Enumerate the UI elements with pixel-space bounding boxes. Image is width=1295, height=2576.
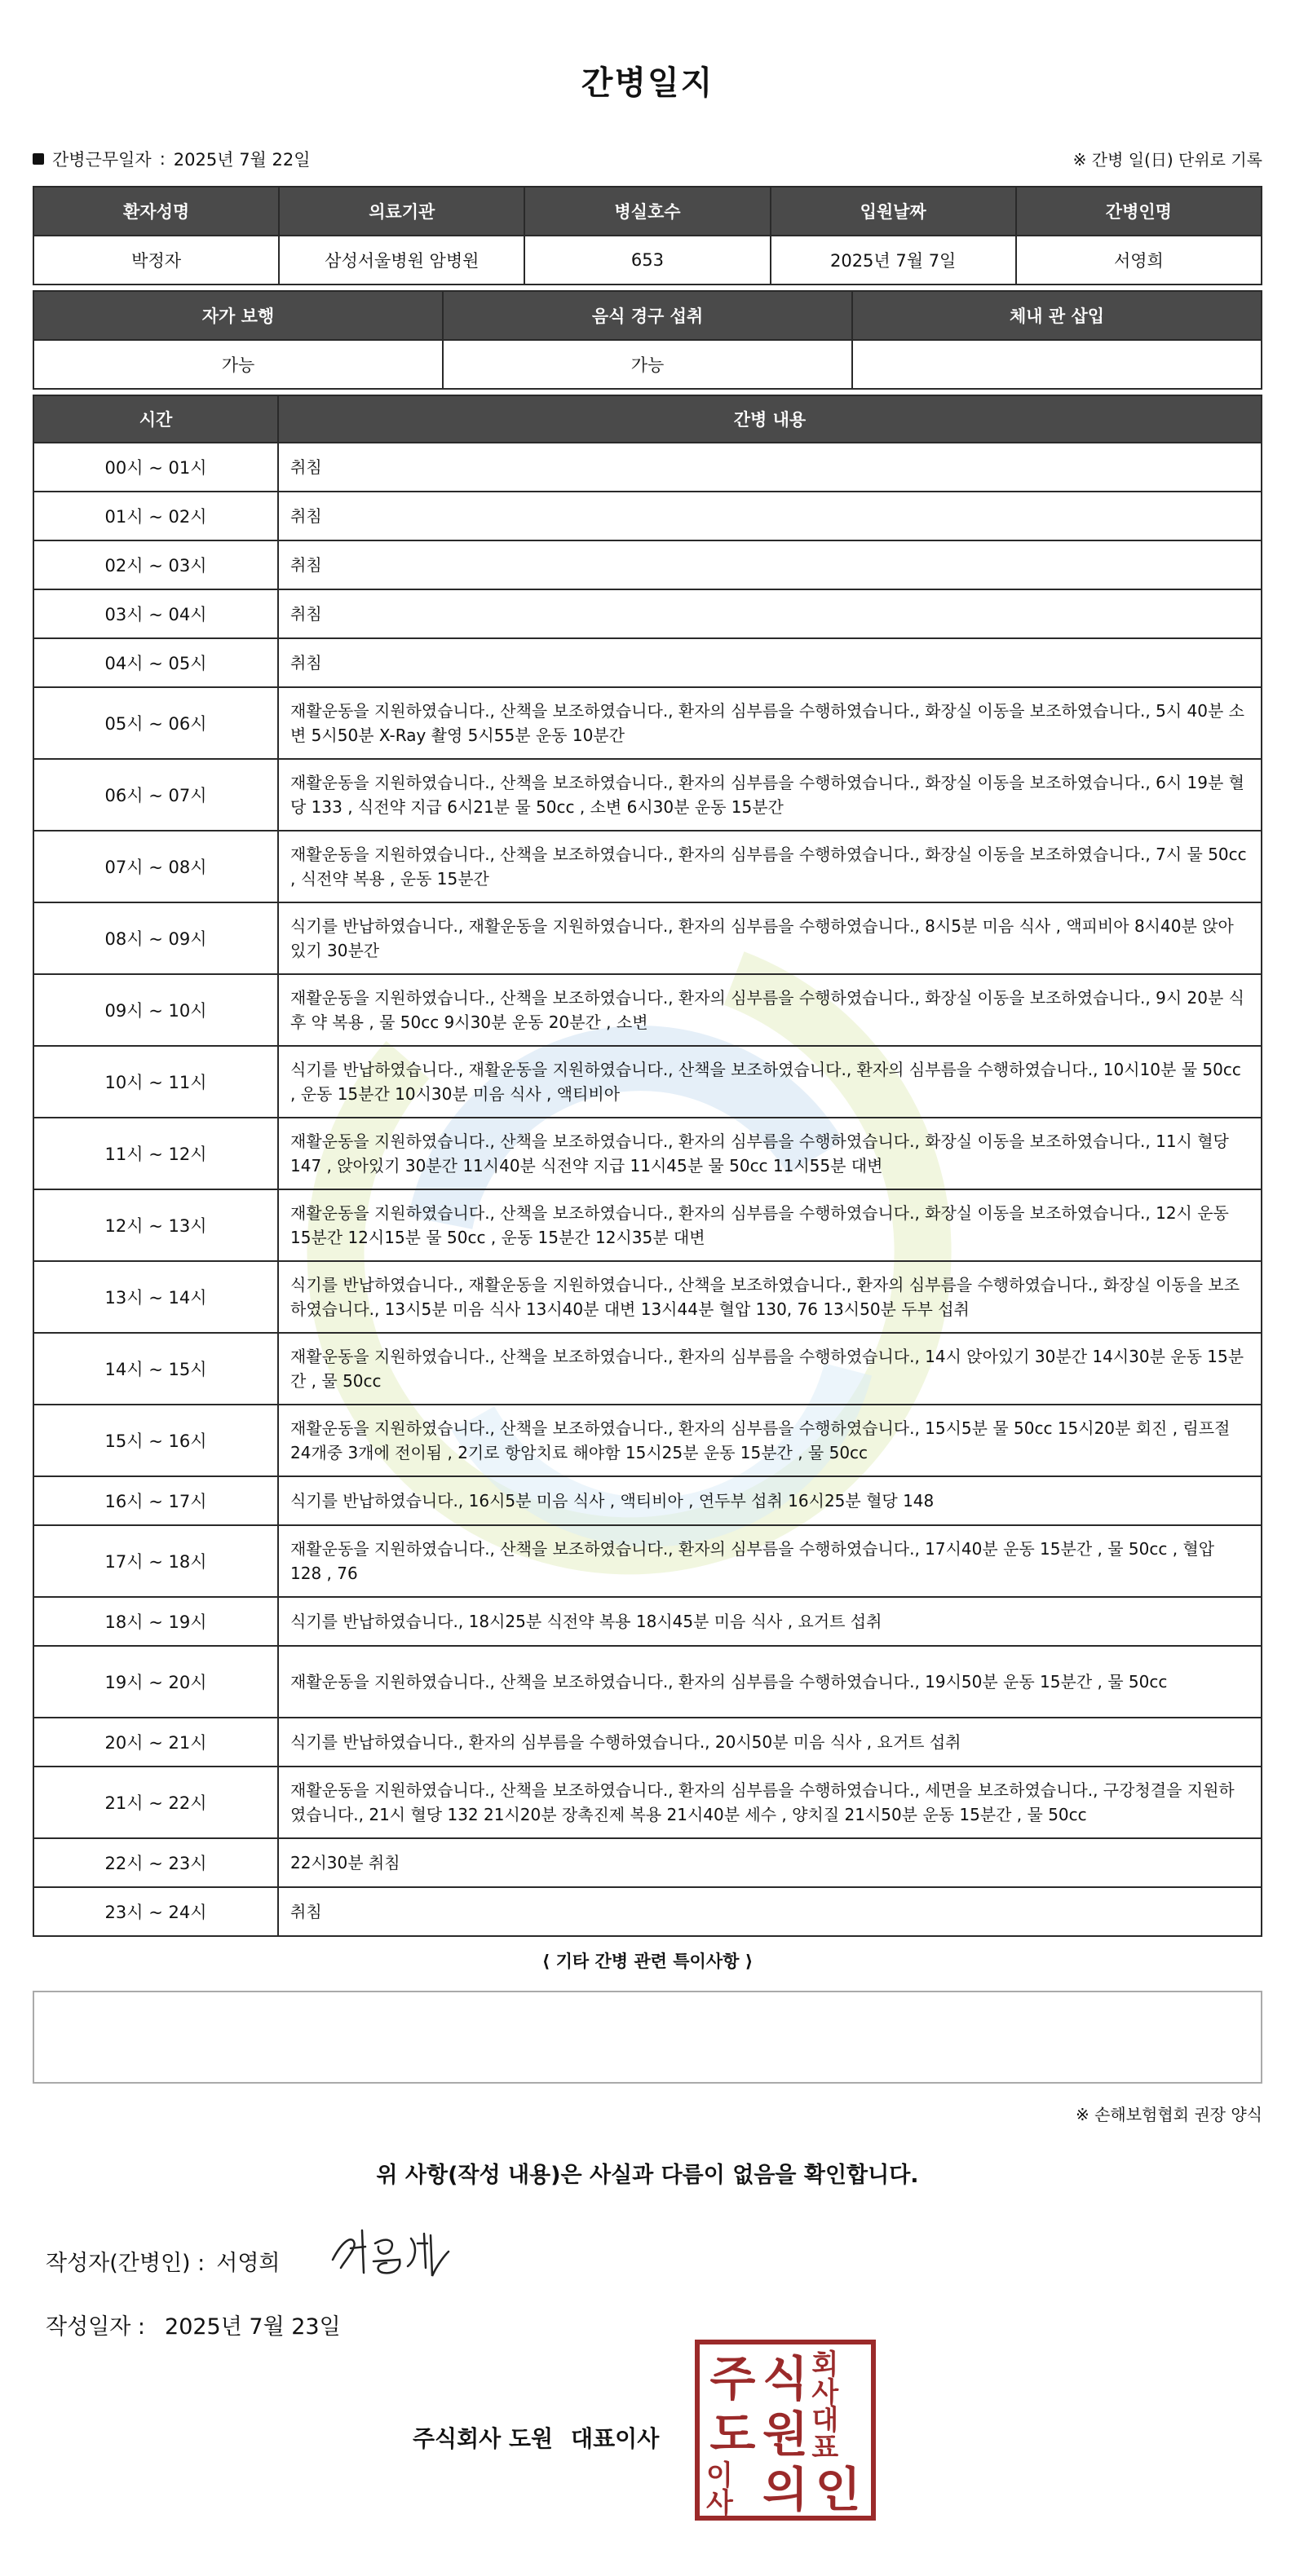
log-content: 식기를 반납하였습니다., 환자의 심부름을 수행하였습니다., 20시50분 미음 식사 , 요거트 섭취 (278, 1718, 1262, 1767)
log-time: 00시 ~ 01시 (33, 443, 278, 492)
log-row (33, 1333, 1262, 1405)
log-content: 재활운동을 지원하였습니다., 산책을 보조하였습니다., 환자의 심부름을 수행하였습니다., 화장실 이동을 보조하였습니다., 7시 물 50cc , 식전약 복용 , 운동 15분간 (278, 831, 1262, 902)
log-time: 11시 ~ 12시 (33, 1118, 278, 1189)
log-content: 식기를 반납하였습니다., 재활운동을 지원하였습니다., 산책을 보조하였습니다., 환자의 심부름을 수행하였습니다., 화장실 이동을 보조하였습니다., 13시5분 미음 식사 13시40분 대변 13시44분 혈압 130, 76 13시50분 두부 섭취 (278, 1261, 1262, 1333)
log-content: 식기를 반납하였습니다., 재활운동을 지원하였습니다., 산책을 보조하였습니다., 환자의 심부름을 수행하였습니다., 10시10분 물 50cc , 운동 15분간 10시30분 미음 식사 , 액티비아 (278, 1046, 1262, 1118)
header-patient-name: 환자성명 (33, 187, 279, 236)
work-date-sep: : (159, 149, 166, 169)
log-row (33, 902, 1262, 974)
patient-name: 박정자 (33, 236, 279, 285)
seal-char: 대표 (811, 2404, 839, 2464)
log-content: 식기를 반납하였습니다., 18시25분 식전약 복용 18시45분 미음 식사 , 요거트 섭취 (278, 1597, 1262, 1646)
room-number: 653 (524, 236, 770, 285)
log-row (33, 831, 1262, 902)
log-row (33, 1261, 1262, 1333)
status-value-row (33, 340, 1262, 389)
header-oral-intake: 음식 경구 섭취 (443, 291, 852, 340)
log-time: 23시 ~ 24시 (33, 1887, 278, 1936)
header-admission-date: 입원날짜 (771, 187, 1016, 236)
signature-icon (326, 2219, 457, 2284)
confirmation-statement: 위 사항(작성 내용)은 사실과 다름이 없음을 확인합니다. (376, 2163, 919, 2188)
log-row (33, 1767, 1262, 1838)
log-row (33, 1046, 1262, 1118)
status-header-row (33, 291, 1262, 340)
log-time: 05시 ~ 06시 (33, 687, 278, 759)
log-time: 22시 ~ 23시 (33, 1838, 278, 1887)
header-care-content: 간병 내용 (278, 395, 1262, 443)
log-content: 식기를 반납하였습니다., 재활운동을 지원하였습니다., 환자의 심부름을 수행하였습니다., 8시5분 미음 식사 , 액피비아 8시40분 앉아있기 30분간 (278, 902, 1262, 974)
log-row (33, 540, 1262, 589)
writer (46, 2245, 281, 2277)
log-content: 취침 (278, 540, 1262, 589)
patient-status-table (33, 290, 1262, 390)
log-row (33, 1887, 1262, 1936)
header-time: 시간 (33, 395, 278, 443)
meta-row (33, 147, 1262, 171)
company (413, 2421, 659, 2454)
patient-header-row (33, 187, 1262, 236)
log-content: 취침 (278, 443, 1262, 492)
log-row (33, 1525, 1262, 1597)
written-date (46, 2309, 341, 2340)
log-row (33, 1189, 1262, 1261)
work-date-value: 2025년 7월 22일 (173, 150, 311, 170)
log-content: 재활운동을 지원하였습니다., 산책을 보조하였습니다., 환자의 심부름을 수행하였습니다., 14시 앉아있기 30분간 14시30분 운동 15분간 , 물 50cc (278, 1333, 1262, 1405)
log-time: 15시 ~ 16시 (33, 1405, 278, 1476)
self-walking: 가능 (33, 340, 443, 389)
seal-char: 회사 (811, 2349, 839, 2409)
hospital: 삼성서울병원 암병원 (279, 236, 524, 285)
seal-char: 주 (709, 2351, 756, 2406)
company-title: 대표이사 (571, 2425, 660, 2452)
log-time: 16시 ~ 17시 (33, 1476, 278, 1525)
log-time: 10시 ~ 11시 (33, 1046, 278, 1118)
log-content: 재활운동을 지원하였습니다., 산책을 보조하였습니다., 환자의 심부름을 수행하였습니다., 화장실 이동을 보조하였습니다., 11시 혈당 147 , 앉아있기 30분간 11시40분 식전약 지급 11시45분 물 50cc 11시55분 대변 (278, 1118, 1262, 1189)
caregiver-name: 서영희 (1016, 236, 1262, 285)
company-seal-icon (695, 2340, 876, 2521)
log-time: 06시 ~ 07시 (33, 759, 278, 831)
tube-insertion (852, 340, 1262, 389)
admission-date: 2025년 7월 7일 (771, 236, 1016, 285)
log-row (33, 759, 1262, 831)
log-time: 12시 ~ 13시 (33, 1189, 278, 1261)
special-notes-title: ⟨ 기타 간병 관련 특이사항 ⟩ (541, 1952, 754, 1971)
log-row (33, 1476, 1262, 1525)
log-time: 01시 ~ 02시 (33, 492, 278, 540)
log-time: 02시 ~ 03시 (33, 540, 278, 589)
log-content: 재활운동을 지원하였습니다., 산책을 보조하였습니다., 환자의 심부름을 수행하였습니다., 15시5분 물 50cc 15시20분 회진 , 림프절 24개중 3개에 전이됨 , 2기로 항암치료 해야함 15시25분 운동 15분간 , 물 50cc (278, 1405, 1262, 1476)
log-row (33, 1718, 1262, 1767)
log-content: 재활운동을 지원하였습니다., 산책을 보조하였습니다., 환자의 심부름을 수행하였습니다., 17시40분 운동 15분간 , 물 50cc , 혈압 128 , 76 (278, 1525, 1262, 1597)
log-content: 취침 (278, 492, 1262, 540)
seal-char: 도 (709, 2406, 756, 2462)
log-content: 재활운동을 지원하였습니다., 산책을 보조하였습니다., 환자의 심부름을 수행하였습니다., 화장실 이동을 보조하였습니다., 6시 19분 혈당 133 , 식전약 지급 6시21분 물 50cc , 소변 6시30분 운동 15분간 (278, 759, 1262, 831)
bullet-icon (33, 153, 44, 165)
seal-char: 원 (762, 2406, 808, 2462)
written-date-value: 2025년 7월 23일 (165, 2314, 341, 2340)
header-caregiver: 간병인명 (1016, 187, 1262, 236)
header-tube-insertion: 체내 관 삽입 (852, 291, 1262, 340)
log-content: 재활운동을 지원하였습니다., 산책을 보조하였습니다., 환자의 심부름을 수행하였습니다., 화장실 이동을 보조하였습니다., 12시 운동 15분간 12시15분 물 50cc , 운동 15분간 12시35분 대변 (278, 1189, 1262, 1261)
header-self-walking: 자가 보행 (33, 291, 443, 340)
work-date-label: 간병근무일자 (52, 150, 152, 170)
seal-char: 의 (762, 2462, 808, 2517)
header-hospital: 의료기관 (279, 187, 524, 236)
written-date-label: 작성일자 : (46, 2314, 146, 2340)
log-row (33, 974, 1262, 1046)
log-time: 08시 ~ 09시 (33, 902, 278, 974)
log-row (33, 687, 1262, 759)
log-time: 09시 ~ 10시 (33, 974, 278, 1046)
log-row (33, 638, 1262, 687)
log-content: 취침 (278, 589, 1262, 638)
log-row (33, 1646, 1262, 1718)
seal-char: 이사 (706, 2459, 733, 2520)
writer-name: 서영희 (216, 2251, 281, 2276)
log-content: 재활운동을 지원하였습니다., 산책을 보조하였습니다., 환자의 심부름을 수행하였습니다., 화장실 이동을 보조하였습니다., 9시 20분 식후 약 복용 , 물 50cc 9시30분 운동 20분간 , 소변 (278, 974, 1262, 1046)
log-header-row (33, 395, 1262, 443)
log-content: 재활운동을 지원하였습니다., 산책을 보조하였습니다., 환자의 심부름을 수행하였습니다., 화장실 이동을 보조하였습니다., 5시 40분 소변 5시50분 X-Ray 촬영 5시55분 운동 10분간 (278, 687, 1262, 759)
writer-label: 작성자(간병인) : (46, 2251, 206, 2276)
log-time: 18시 ~ 19시 (33, 1597, 278, 1646)
log-row (33, 1838, 1262, 1887)
patient-info-table (33, 186, 1262, 285)
log-time: 21시 ~ 22시 (33, 1767, 278, 1838)
patient-value-row (33, 236, 1262, 285)
log-row (33, 492, 1262, 540)
log-row (33, 1597, 1262, 1646)
log-time: 13시 ~ 14시 (33, 1261, 278, 1333)
care-log-table (33, 395, 1262, 1937)
company-name: 주식회사 도원 (413, 2425, 554, 2452)
seal-grid (706, 2349, 864, 2520)
footnote: ※ 손해보험협회 권장 양식 (1075, 2105, 1262, 2124)
special-notes-box (33, 1991, 1262, 2084)
log-time: 17시 ~ 18시 (33, 1525, 278, 1597)
unit-note: ※ 간병 일(日) 단위로 기록 (1072, 150, 1262, 170)
header-room: 병실호수 (524, 187, 770, 236)
log-content: 재활운동을 지원하였습니다., 산책을 보조하였습니다., 환자의 심부름을 수행하였습니다., 19시50분 운동 15분간 , 물 50cc (278, 1646, 1262, 1718)
log-content: 재활운동을 지원하였습니다., 산책을 보조하였습니다., 환자의 심부름을 수행하였습니다., 세면을 보조하였습니다., 구강청결을 지원하였습니다., 21시 혈당 132 21시20분 장촉진제 복용 21시40분 세수 , 양치질 21시50분 운동 15분간 , 물 50cc (278, 1767, 1262, 1838)
log-time: 04시 ~ 05시 (33, 638, 278, 687)
log-row (33, 589, 1262, 638)
work-date (33, 147, 311, 171)
seal-char: 식 (762, 2351, 808, 2406)
log-row (33, 1405, 1262, 1476)
log-time: 20시 ~ 21시 (33, 1718, 278, 1767)
log-time: 19시 ~ 20시 (33, 1646, 278, 1718)
log-row (33, 443, 1262, 492)
log-time: 03시 ~ 04시 (33, 589, 278, 638)
page-title: 간병일지 (581, 64, 714, 102)
log-content: 취침 (278, 638, 1262, 687)
log-time: 14시 ~ 15시 (33, 1333, 278, 1405)
seal-char: 인 (815, 2462, 861, 2517)
log-content: 22시30분 취침 (278, 1838, 1262, 1887)
oral-intake: 가능 (443, 340, 852, 389)
log-content: 식기를 반납하였습니다., 16시5분 미음 식사 , 액티비아 , 연두부 섭취 16시25분 혈당 148 (278, 1476, 1262, 1525)
log-time: 07시 ~ 08시 (33, 831, 278, 902)
log-row (33, 1118, 1262, 1189)
log-content: 취침 (278, 1887, 1262, 1936)
